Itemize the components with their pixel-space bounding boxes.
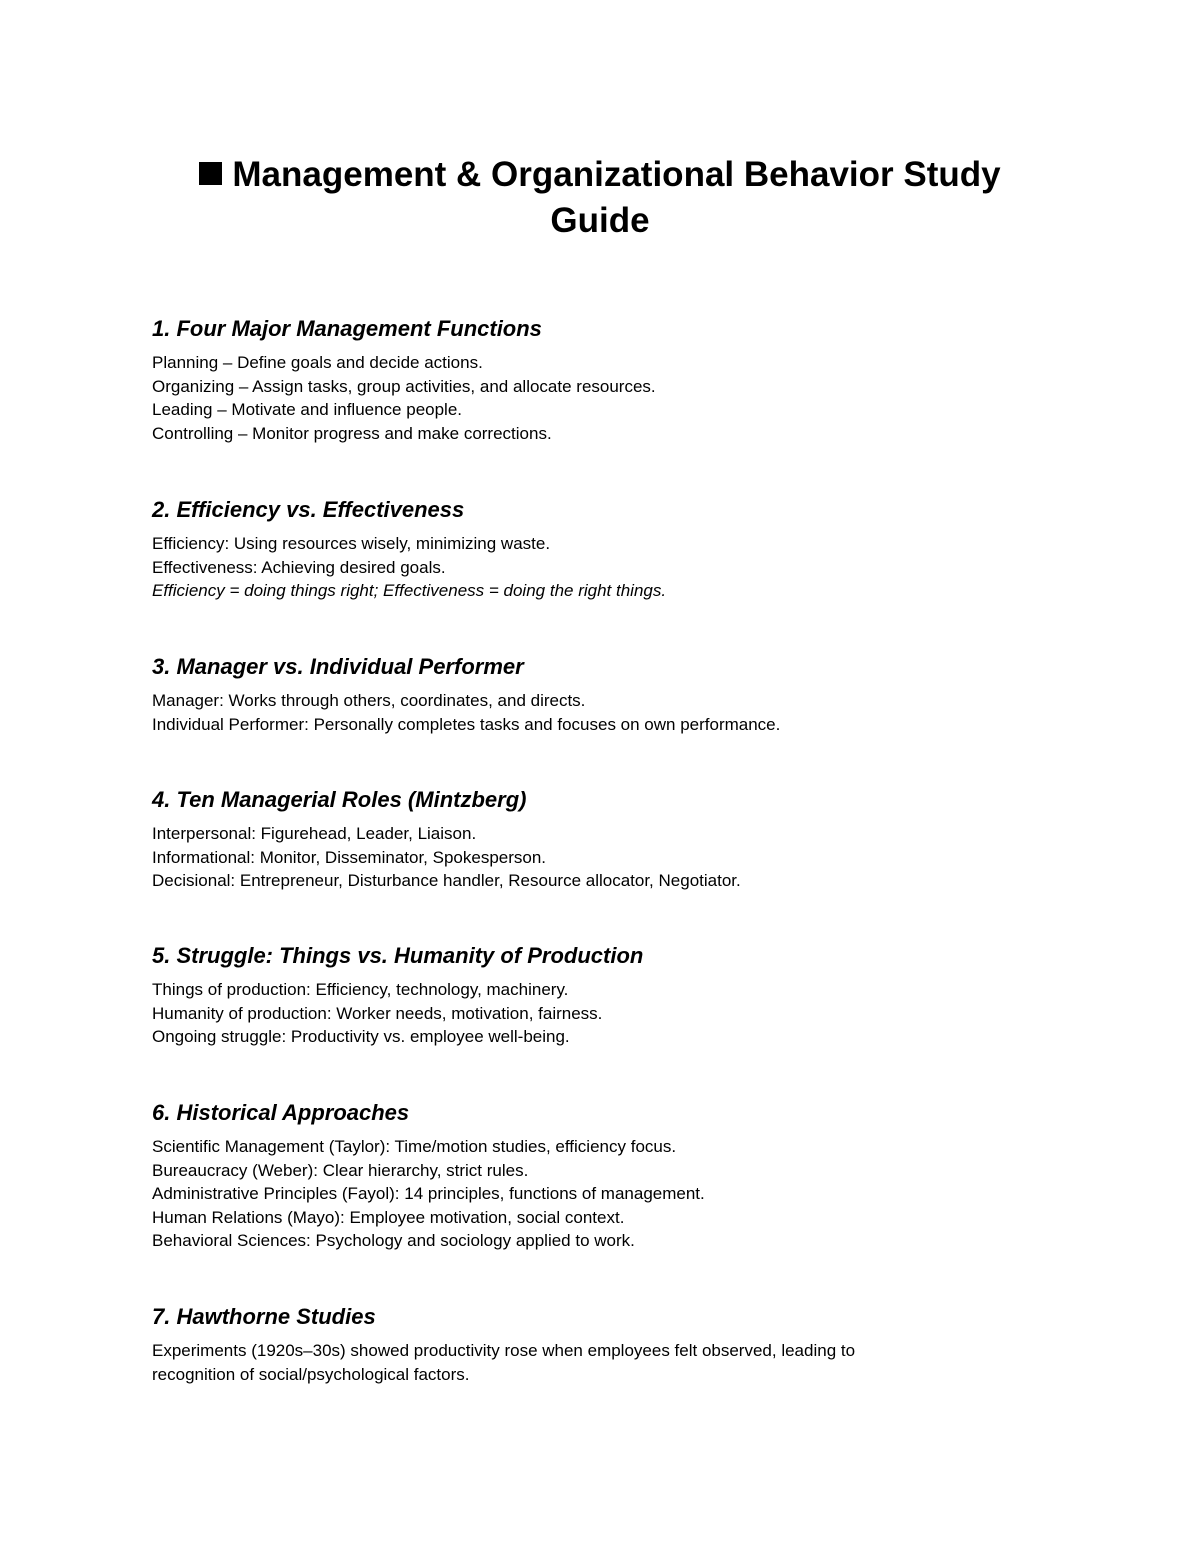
section-line: Planning – Define goals and decide actions.: [152, 353, 483, 372]
section-heading: 5. Struggle: Things vs. Humanity of Production: [152, 943, 644, 968]
section-line: Interpersonal: Figurehead, Leader, Liaison.: [152, 824, 477, 843]
section-line: Effectiveness: Achieving desired goals.: [152, 557, 446, 577]
section-line: Human Relations (Mayo): Employee motivation, social context.: [152, 1207, 625, 1227]
section-managerial-roles: [152, 786, 1032, 893]
section-line: Leading – Motivate and influence people.: [152, 400, 463, 419]
section-line: Informational: Monitor, Disseminator, Spokesperson.: [152, 847, 547, 867]
section-struggle-production: [152, 942, 1032, 1049]
section-heading: 2. Efficiency vs. Effectiveness: [152, 497, 465, 522]
section-heading: 6. Historical Approaches: [152, 1100, 410, 1125]
section-line: Things of production: Efficiency, technology, machinery.: [152, 980, 569, 999]
section-heading: 1. Four Major Management Functions: [152, 316, 542, 341]
section-line: Bureaucracy (Weber): Clear hierarchy, strict rules.: [152, 1160, 529, 1180]
section-line: Scientific Management (Taylor): Time/motion studies, efficiency focus.: [152, 1137, 677, 1156]
title-text-line-1: Management & Organizational Behavior Study: [232, 155, 1001, 194]
section-line: Individual Performer: Personally completes tasks and focuses on own performance.: [152, 714, 781, 734]
section-line-italic: Efficiency = doing things right; Effectiveness = doing the right things.: [152, 581, 667, 600]
section-line: Decisional: Entrepreneur, Disturbance handler, Resource allocator, Negotiator.: [152, 871, 741, 890]
title-line-1: [150, 152, 1050, 198]
section-line: Experiments (1920s–30s) showed productivity rose when employees felt observed, leading to: [152, 1341, 856, 1360]
section-line: Administrative Principles (Fayol): 14 principles, functions of management.: [152, 1184, 705, 1203]
section-line: Behavioral Sciences: Psychology and sociology applied to work.: [152, 1231, 635, 1250]
document-title: [150, 152, 1050, 244]
section-heading: 7. Hawthorne Studies: [152, 1304, 376, 1329]
section-heading: 4. Ten Managerial Roles (Mintzberg): [152, 787, 527, 812]
section-line: Controlling – Monitor progress and make corrections.: [152, 423, 552, 443]
section-heading: 3. Manager vs. Individual Performer: [152, 654, 524, 679]
section-line: recognition of social/psychological factors.: [152, 1364, 470, 1384]
section-line: Manager: Works through others, coordinates, and directs.: [152, 691, 586, 710]
section-management-functions: [152, 315, 1032, 445]
title-text-line-2: Guide: [550, 201, 650, 240]
black-square-icon: [199, 162, 222, 185]
section-historical-approaches: [152, 1099, 1032, 1253]
section-line: Humanity of production: Worker needs, motivation, fairness.: [152, 1003, 603, 1023]
section-efficiency-effectiveness: [152, 496, 1032, 603]
section-line: Organizing – Assign tasks, group activities, and allocate resources.: [152, 376, 656, 396]
section-line: Ongoing struggle: Productivity vs. employee well-being.: [152, 1027, 570, 1046]
section-line: Efficiency: Using resources wisely, minimizing waste.: [152, 534, 551, 553]
section-manager-vs-performer: [152, 653, 1032, 736]
section-hawthorne-studies: [152, 1303, 1032, 1386]
